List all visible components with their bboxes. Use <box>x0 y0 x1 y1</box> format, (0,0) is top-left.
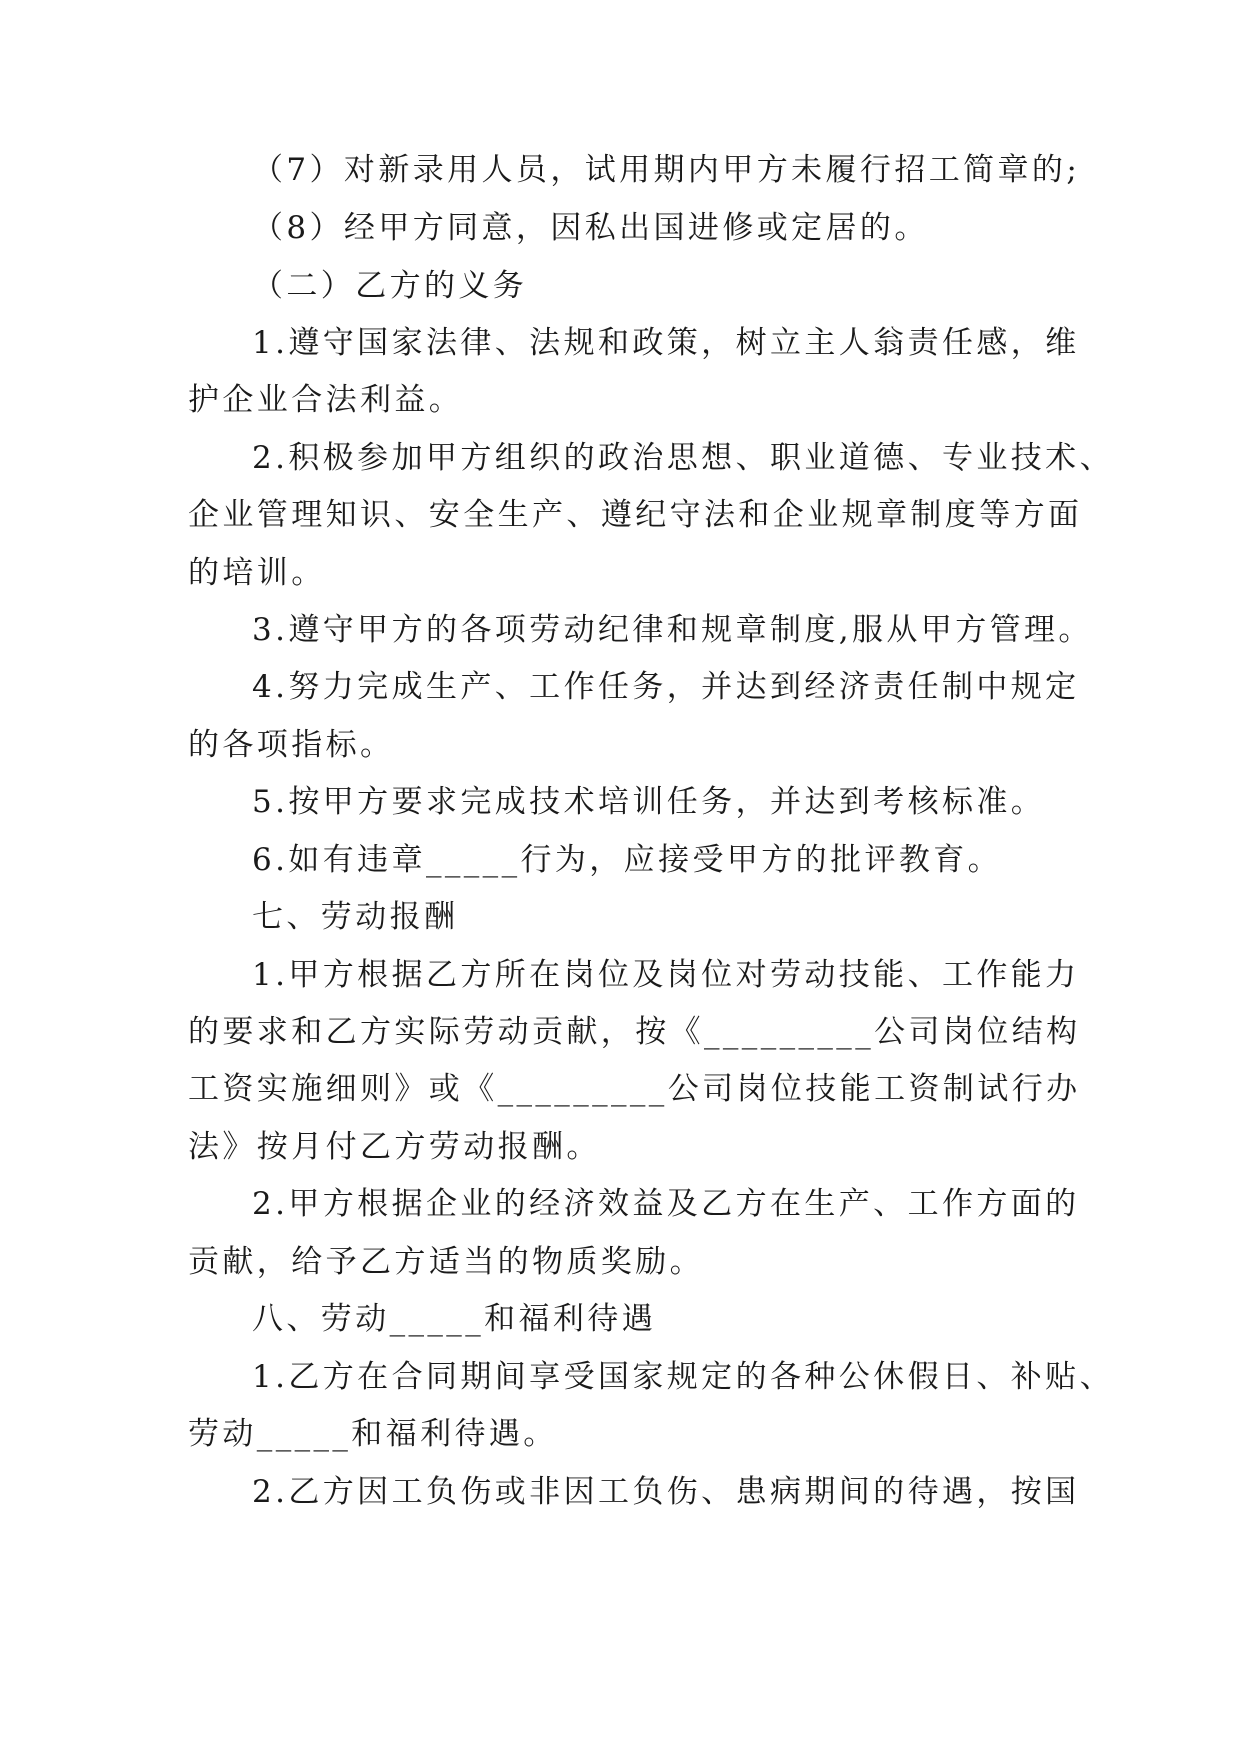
section-heading-labor-remuneration: 七、劳动报酬 <box>252 899 459 935</box>
section-heading-labor-welfare: 八、劳动_____和福利待遇 <box>252 1301 657 1337</box>
text-line-15: 1.甲方根据乙方所在岗位及岗位对劳动技能、工作能力 <box>252 957 1080 993</box>
text-line-16: 的要求和乙方实际劳动贡献，按《_________公司岗位结构 <box>188 1014 1081 1050</box>
text-line-20: 贡献，给予乙方适当的物质奖励。 <box>188 1244 704 1280</box>
text-line-7: 企业管理知识、安全生产、遵纪守法和企业规章制度等方面 <box>188 497 1083 533</box>
text-line-4: 1.遵守国家法律、法规和政策，树立主人翁责任感，维 <box>252 325 1080 361</box>
text-line-23: 劳动_____和福利待遇。 <box>188 1416 558 1452</box>
text-line-6: 2.积极参加甲方组织的政治思想、职业道德、专业技术、 <box>252 440 1114 476</box>
text-line-19: 2.甲方根据企业的经济效益及乙方在生产、工作方面的 <box>252 1186 1080 1222</box>
text-line-10: 4.努力完成生产、工作任务，并达到经济责任制中规定 <box>252 669 1080 705</box>
text-line-9: 3.遵守甲方的各项劳动纪律和规章制度,服从甲方管理。 <box>252 612 1093 648</box>
text-line-1: （7）对新录用人员，试用期内甲方未履行招工简章的; <box>252 152 1081 188</box>
section-heading-party-b-obligations: （二）乙方的义务 <box>252 268 528 304</box>
text-line-8: 的培训。 <box>188 555 326 591</box>
text-line-11: 的各项指标。 <box>188 727 395 763</box>
text-line-22: 1.乙方在合同期间享受国家规定的各种公休假日、补贴、 <box>252 1359 1114 1395</box>
text-line-17: 工资实施细则》或《_________公司岗位技能工资制试行办 <box>188 1071 1081 1107</box>
text-line-2: （8）经甲方同意，因私出国进修或定居的。 <box>252 210 929 246</box>
text-line-18: 法》按月付乙方劳动报酬。 <box>188 1129 601 1165</box>
text-line-12: 5.按甲方要求完成技术培训任务，并达到考核标准。 <box>252 784 1046 820</box>
text-line-24: 2.乙方因工负伤或非因工负伤、患病期间的待遇，按国 <box>252 1474 1080 1510</box>
text-line-5: 护企业合法利益。 <box>188 382 464 418</box>
text-line-13: 6.如有违章_____行为，应接受甲方的批评教育。 <box>252 842 1003 878</box>
